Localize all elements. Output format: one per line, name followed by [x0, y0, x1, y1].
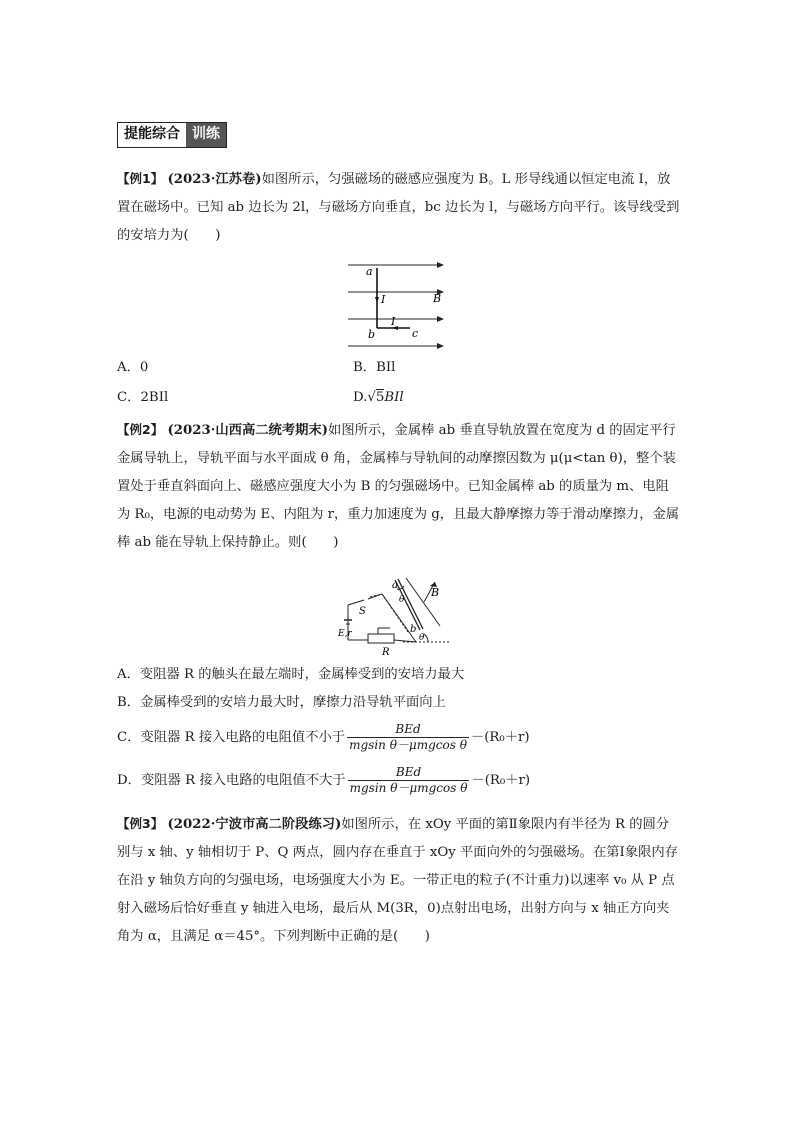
- ex2-option-a[interactable]: A．变阻器 R 的触头在最左端时，金属棒受到的安培力最大: [117, 667, 465, 682]
- example-1-text: [117, 165, 682, 250]
- label-b: b: [368, 328, 376, 341]
- ex2-option-c[interactable]: [117, 722, 530, 753]
- section-tag-left: 提能综合: [118, 123, 186, 147]
- section-heading: [117, 122, 227, 148]
- example-2-label: 【例2】: [117, 422, 164, 437]
- fig2-label-a: a: [392, 580, 398, 591]
- section-tag-right: 训练: [186, 123, 226, 147]
- ex2-option-d-suffix: －(R₀＋r): [471, 772, 531, 788]
- resistor-R: [368, 634, 394, 643]
- label-B: B: [433, 292, 442, 305]
- example-2-text: [117, 416, 682, 557]
- ex2-option-c-suffix: －(R₀＋r): [470, 729, 530, 745]
- sqrt-sign: √: [367, 390, 376, 405]
- example-1-source: (2023·江苏卷): [167, 172, 262, 187]
- current-arrow-down: [375, 297, 379, 303]
- label-I2: I: [391, 315, 396, 328]
- example-3-label: 【例3】: [117, 816, 164, 831]
- example-3-text: [117, 810, 682, 951]
- ex2-option-b[interactable]: B．金属棒受到的安培力最大时，摩擦力沿导轨平面向上: [117, 695, 446, 710]
- ex2-option-c-fraction: [347, 722, 469, 753]
- ex1-option-d-suffix: BIl: [384, 390, 404, 405]
- fraction-numerator: BEd: [348, 765, 470, 781]
- ex1-option-d-radicand: 5: [375, 390, 385, 405]
- label-I1: I: [381, 293, 386, 306]
- example-1-body: 如图所示，匀强磁场的磁感应强度为 B。L 形导线通以恒定电流 I，放置在磁场中。已知 ab 边长为 2l，与磁场方向垂直，bc 边长为 l，与磁场方向平行。该导线受到的安培力为( ): [117, 172, 680, 243]
- example-1-label: 【例1】: [117, 171, 164, 186]
- ex1-option-a[interactable]: A．0: [117, 360, 149, 375]
- ex2-option-d-fraction: [348, 765, 470, 796]
- metal-bar: [395, 580, 420, 630]
- fig2-label-B: B: [431, 586, 440, 599]
- ex1-option-b[interactable]: B．BIl: [353, 360, 396, 375]
- fig2-label-Er: E,r: [338, 629, 352, 639]
- fig2-label-theta2: θ: [419, 633, 425, 643]
- example-3-source: (2022·宁波市高二阶段练习): [167, 817, 342, 832]
- label-c: c: [412, 327, 419, 340]
- example-3-body: 如图所示，在 xOy 平面的第Ⅱ象限内有半径为 R 的圆分别与 x 轴、y 轴相切于 P、Q 两点，圆内存在垂直于 xOy 平面向外的匀强磁场。在第Ⅰ象限内存在沿 y 轴负方向的匀强电场，电场强度大小为 E。一带正电的粒子(不计重力)以速率 v₀ 从 P 点射入磁场后恰好垂直 y 轴进入电场，最后从 M(3R，0)点射出电场，出射方向与 x 轴正方向夹角为 α，且满足 α＝45°。下列判断中正确的是( ): [117, 817, 678, 944]
- fraction-denominator: mgsin θ－μmgcos θ: [349, 738, 467, 752]
- angle-arc-bottom: [424, 634, 428, 642]
- ex2-option-d[interactable]: [117, 765, 530, 796]
- ex1-option-d[interactable]: [353, 388, 404, 408]
- fig2-label-S: S: [359, 606, 366, 617]
- example-2-body: 如图所示，金属棒 ab 垂直导轨放置在宽度为 d 的固定平行金属导轨上，导轨平面与水平面成 θ 角，金属棒与导轨间的动摩擦因数为 μ(μ<tan θ)，整个装置处于垂直斜面向上、磁感应强度大小为 B 的匀强磁场中。已知金属棒 ab 的质量为 m、电阻为 R₀，电源的电动势为 E、内阻为 r，重力加速度为 g，且最大静摩擦力等于滑动摩擦力，金属棒 ab 能在导轨上保持静止。则( ): [117, 423, 680, 550]
- label-a: a: [366, 265, 373, 278]
- ex1-option-d-prefix: D.: [353, 390, 368, 405]
- fraction-denominator: mgsin θ－μmgcos θ: [349, 781, 468, 795]
- fig2-label-theta1: θ: [399, 595, 405, 605]
- ex2-option-c-prefix: C．变阻器 R 接入电路的电阻值不小于: [117, 729, 346, 745]
- example-2-figure: [338, 570, 456, 658]
- fig2-label-R: R: [382, 647, 390, 658]
- ex2-option-d-prefix: D．变阻器 R 接入电路的电阻值不大于: [117, 772, 346, 788]
- field-lines: [348, 265, 443, 346]
- example-1-figure: [340, 255, 450, 353]
- example-2-source: (2023·山西高二统考期末): [167, 423, 329, 438]
- fig2-label-b: b: [410, 624, 417, 635]
- ex1-option-c[interactable]: C．2BIl: [117, 390, 169, 405]
- fraction-numerator: BEd: [347, 722, 469, 738]
